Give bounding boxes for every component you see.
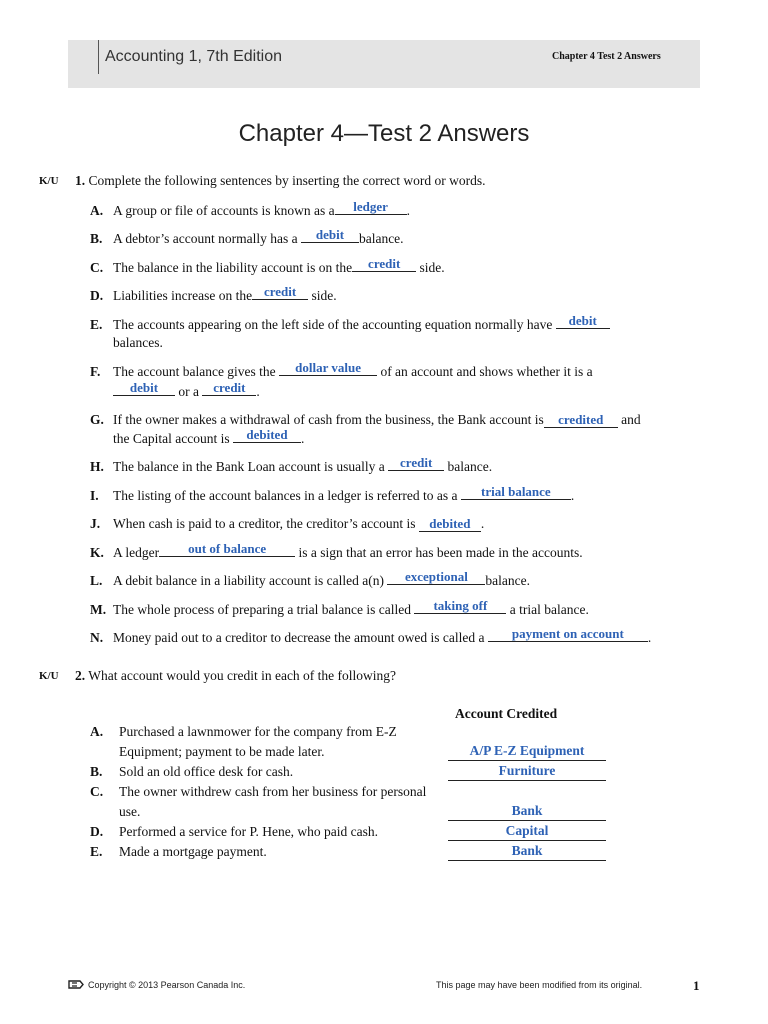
q2-item-a — [90, 722, 439, 762]
item-text-end: balance. — [485, 573, 530, 588]
item-text-end: and — [617, 412, 641, 427]
item-text: Made a mortgage payment. — [119, 844, 267, 859]
modified-notice: This page may have been modified from its original. — [436, 980, 643, 990]
item-h — [90, 455, 493, 476]
answer-blank: credit — [252, 285, 308, 300]
item-text: A debit balance in a liability account is called a(n) — [113, 573, 388, 588]
item-letter: C. — [90, 784, 104, 799]
copyright — [68, 980, 245, 991]
item-letter: M. — [90, 602, 107, 617]
answer-blank: payment on account — [488, 627, 648, 642]
item-m — [90, 598, 589, 619]
copyright-text: Copyright © 2013 Pearson Canada Inc. — [88, 980, 246, 990]
item-e-continued: balances. — [113, 335, 163, 350]
book-title: Accounting 1, 7th Edition — [105, 48, 283, 65]
item-g-continued — [113, 427, 305, 448]
item-letter: J. — [90, 516, 101, 531]
item-text-end: . — [647, 630, 652, 645]
item-text: or a — [175, 384, 203, 399]
answer-blank: credit — [388, 456, 444, 471]
chapter-label: Chapter 4 Test 2 Answers — [552, 51, 661, 62]
item-text-end: a trial balance. — [506, 602, 589, 617]
item-i — [90, 484, 575, 505]
ku-tag-q2: K/U — [39, 670, 59, 682]
item-n — [90, 626, 652, 647]
item-k — [90, 541, 583, 562]
item-text-end: side. — [308, 288, 337, 303]
item-text-end: . — [256, 384, 260, 399]
item-letter: D. — [90, 288, 104, 303]
answer-line: Furniture — [448, 762, 606, 781]
answer-blank: debit — [301, 228, 359, 243]
item-text-end: . — [406, 203, 410, 218]
answer-blank: debited — [419, 517, 481, 532]
item-letter: G. — [90, 412, 104, 427]
item-letter: D. — [90, 824, 104, 839]
item-text: Money paid out to a creditor to decrease the amount owed is called a — [113, 630, 488, 645]
question-2 — [75, 668, 396, 684]
item-text-end: is a sign that an error has been made in the accounts. — [295, 545, 583, 560]
item-text: A debtor’s account normally has a — [113, 231, 301, 246]
item-letter: E. — [90, 317, 103, 332]
item-text: The accounts appearing on the left side of the accounting equation normally have — [113, 317, 556, 332]
answer-blank: trial balance — [461, 485, 571, 500]
answer-blank: taking off — [414, 599, 506, 614]
item-a — [90, 199, 410, 220]
answer-blank: debit — [556, 314, 610, 329]
page-title: Chapter 4—Test 2 Answers — [238, 120, 530, 147]
q2-item-b — [90, 762, 439, 782]
item-text-end: balance. — [444, 459, 493, 474]
item-letter: N. — [90, 630, 104, 645]
item-text: When cash is paid to a creditor, the creditor’s account is — [113, 516, 419, 531]
item-text: The whole process of preparing a trial balance is called — [113, 602, 415, 617]
item-text-end: balance. — [358, 231, 404, 246]
item-text: Purchased a lawnmower for the company from E-Z Equipment; payment to be made later. — [119, 724, 397, 759]
answer-line: A/P E-Z Equipment — [448, 742, 606, 761]
item-letter: B. — [90, 764, 103, 779]
q2-item-c — [90, 782, 439, 822]
item-letter: C. — [90, 260, 104, 275]
answer-blank: dollar value — [279, 361, 377, 376]
item-text: A group or file of accounts is known as a — [113, 203, 335, 218]
item-text: The balance in the Bank Loan account is usually a — [113, 459, 389, 474]
item-g — [90, 411, 641, 429]
item-text: Sold an old office desk for cash. — [119, 764, 294, 779]
pearson-logo-icon — [68, 980, 84, 991]
question-number: 1. — [75, 173, 86, 188]
item-letter: E. — [90, 844, 103, 859]
item-e — [90, 313, 610, 334]
q2-item-e — [90, 842, 439, 862]
answer-blank: credit — [352, 257, 416, 272]
running-header — [68, 40, 700, 88]
answer-blank: credit — [202, 381, 256, 396]
item-letter: A. — [90, 203, 104, 218]
item-c — [90, 256, 445, 277]
item-letter: B. — [90, 231, 103, 246]
item-l — [90, 569, 530, 590]
item-letter: H. — [90, 459, 104, 474]
item-text: If the owner makes a withdrawal of cash from the business, the Bank account is — [113, 412, 544, 427]
item-letter: A. — [90, 724, 104, 739]
question-number: 2. — [75, 668, 86, 683]
question-1 — [75, 173, 486, 189]
item-b — [90, 227, 404, 248]
page-number: 1 — [693, 978, 700, 993]
item-f-continued — [113, 380, 260, 401]
item-text-end: side. — [416, 260, 445, 275]
item-text: A ledger — [113, 545, 160, 560]
answer-blank: out of balance — [159, 542, 295, 557]
item-letter: F. — [90, 364, 101, 379]
answer-blank: ledger — [335, 200, 407, 215]
question-prompt: What account would you credit in each of the following? — [88, 668, 397, 683]
item-letter: I. — [90, 488, 99, 503]
item-text: the Capital account is — [113, 431, 233, 446]
answer-blank: debit — [113, 381, 175, 396]
header-divider — [98, 40, 99, 74]
answer-blank: exceptional — [387, 570, 485, 585]
item-text: The listing of the account balances in a ledger is referred to as a — [113, 488, 461, 503]
item-d — [90, 284, 337, 305]
ku-tag-q1: K/U — [39, 175, 59, 187]
question-prompt: Complete the following sentences by inserting the correct word or words. — [88, 173, 486, 188]
item-j — [90, 515, 484, 533]
item-text: The balance in the liability account is on the — [113, 260, 353, 275]
column-header: Account Credited — [455, 706, 558, 721]
answer-blank: debited — [233, 428, 301, 443]
answer-line: Capital — [448, 822, 606, 841]
item-text-end: . — [570, 488, 575, 503]
item-text: The account balance gives the — [113, 364, 280, 379]
item-text-end: . — [480, 516, 485, 531]
answer-line: Bank — [448, 842, 606, 861]
item-text-end: of an account and shows whether it is a — [377, 364, 593, 379]
item-f — [90, 360, 593, 381]
item-text-end: . — [300, 431, 305, 446]
answer-blank: credited — [544, 413, 618, 428]
item-letter: L. — [90, 573, 103, 588]
item-text: Liabilities increase on the — [113, 288, 253, 303]
item-text: Performed a service for P. Hene, who paid cash. — [119, 824, 379, 839]
answer-line: Bank — [448, 802, 606, 821]
item-text: The owner withdrew cash from her business for personal use. — [119, 784, 427, 819]
item-letter: K. — [90, 545, 104, 560]
q2-item-d — [90, 822, 439, 842]
